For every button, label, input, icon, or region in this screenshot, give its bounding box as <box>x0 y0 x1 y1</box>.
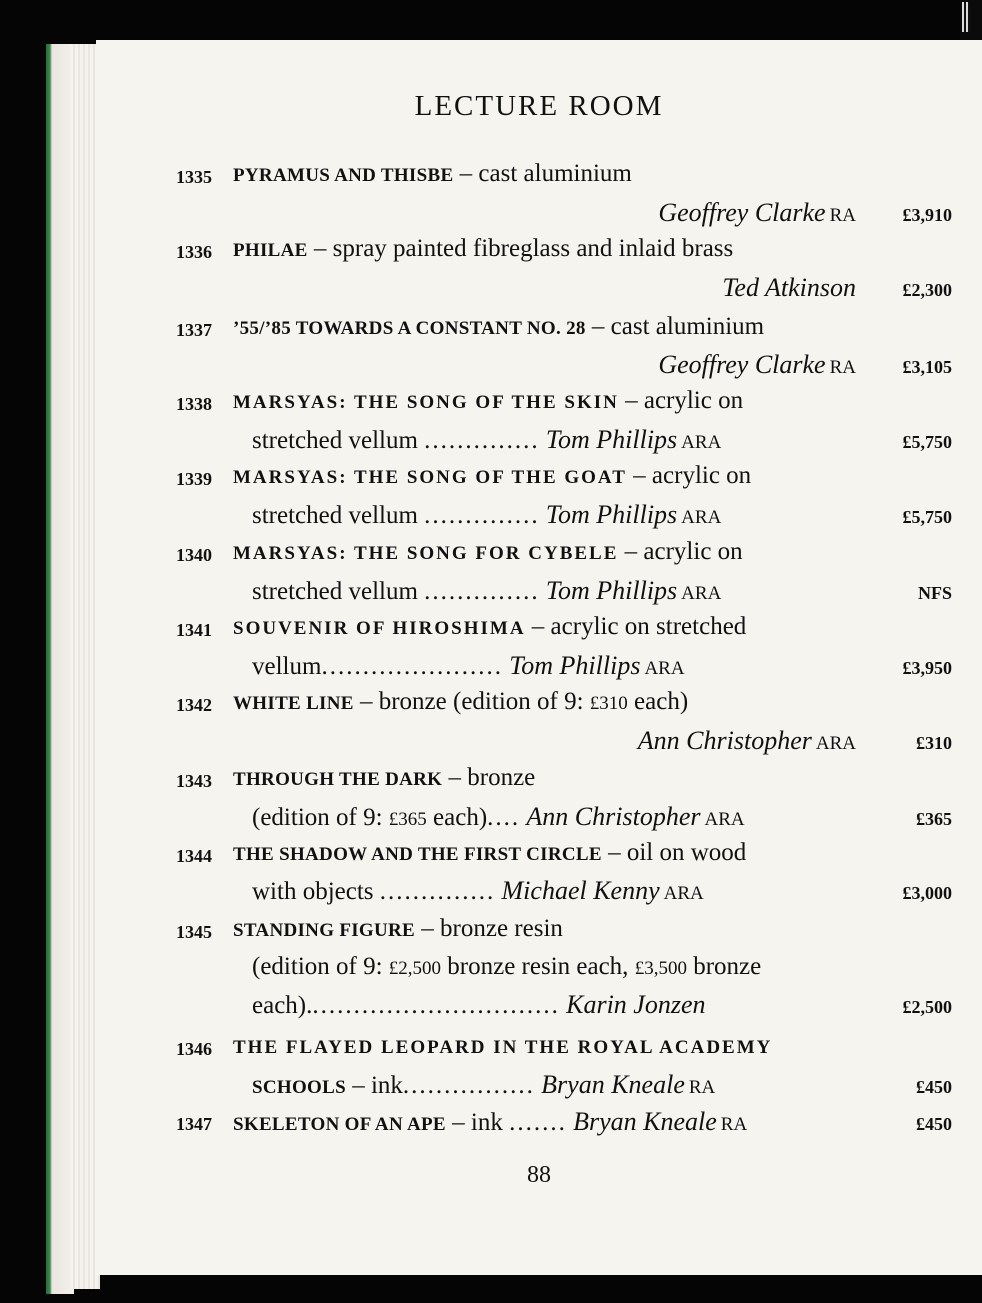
entry-title-cont: SCHOOLS <box>252 1077 346 1098</box>
entry-medium: – acrylic on <box>626 462 752 489</box>
entry-1343 <box>96 764 982 802</box>
entry-suffix: ARA <box>815 733 856 754</box>
entry-1337 <box>96 313 982 351</box>
entry-1345 <box>96 915 982 953</box>
entry-artist: Ann Christopher <box>526 802 701 831</box>
entry-title: SKELETON OF AN APE <box>233 1114 446 1135</box>
book-page <box>96 40 982 1275</box>
leader-dots: .............. <box>424 502 540 529</box>
entry-1340-line2 <box>96 576 982 614</box>
entry-medium-cont: stretched vellum <box>252 502 418 529</box>
entry-price: £365 <box>916 809 952 829</box>
entry-title: PHILAE <box>233 240 308 261</box>
entry-price: £5,750 <box>902 507 952 527</box>
entry-1339 <box>96 462 982 500</box>
entry-title: STANDING FIGURE <box>233 920 416 941</box>
entry-suffix: ARA <box>681 432 722 453</box>
leader-dots: .............................. <box>312 992 560 1019</box>
entry-medium: – bronze (edition of 9: <box>353 688 590 715</box>
entry-1346 <box>96 1032 982 1070</box>
entry-1339-line2 <box>96 500 982 538</box>
edition-price: £310 <box>589 693 628 714</box>
entry-number: 1341 <box>176 620 212 640</box>
entry-suffix: ARA <box>681 507 722 528</box>
entry-artist: Tom Phillips <box>509 651 641 680</box>
entry-medium: – acrylic on <box>618 538 743 565</box>
entry-price: £450 <box>916 1077 952 1097</box>
entry-price: £2,500 <box>902 997 952 1017</box>
entry-1341-line2 <box>96 651 982 689</box>
scale-ruler <box>962 2 970 32</box>
entry-1341 <box>96 613 982 651</box>
entry-1342-artist-line <box>96 726 982 764</box>
leader-dots: .... <box>487 804 521 831</box>
entry-1343-line2 <box>96 802 982 840</box>
entry-number: 1344 <box>176 846 212 866</box>
entry-title: THROUGH THE DARK <box>233 769 443 790</box>
entry-title: MARSYAS: THE SONG FOR CYBELE <box>233 543 619 564</box>
entry-1345-line2 <box>96 953 982 991</box>
entry-title: MARSYAS: THE SONG OF THE GOAT <box>233 467 627 488</box>
entry-medium-cont: stretched vellum <box>252 578 418 605</box>
entry-artist: Bryan Kneale <box>573 1107 717 1136</box>
entry-number: 1345 <box>176 922 212 942</box>
entry-medium: – acrylic on <box>618 387 744 414</box>
entry-medium: – oil on wood <box>601 839 747 866</box>
entry-1340 <box>96 538 982 576</box>
entry-price: £3,950 <box>902 658 952 678</box>
entry-price: NFS <box>917 583 952 603</box>
page-header: LECTURE ROOM <box>414 90 664 122</box>
page-number: 88 <box>527 1162 551 1188</box>
entry-artist: Tom Phillips <box>545 425 678 454</box>
entry-medium-end: each). <box>252 992 313 1019</box>
entry-number: 1335 <box>176 167 212 187</box>
entry-1344 <box>96 839 982 877</box>
entry-artist: Geoffrey Clarke <box>658 198 826 227</box>
entry-title: ’55/’85 TOWARDS A CONSTANT NO. 28 <box>233 318 586 339</box>
entry-medium: – ink <box>445 1109 503 1136</box>
entry-price: £310 <box>916 733 952 753</box>
entry-1337-artist-line <box>96 350 982 388</box>
entry-medium-cont: (edition of 9: <box>252 953 389 980</box>
entry-price: £450 <box>916 1114 952 1134</box>
entry-suffix: ARA <box>644 658 685 679</box>
entry-medium: – spray painted fibreglass and inlaid brass <box>307 235 734 262</box>
entry-artist: Bryan Kneale <box>541 1070 685 1099</box>
leader-dots: .............. <box>424 427 540 454</box>
entry-title: THE SHADOW AND THE FIRST CIRCLE <box>233 844 602 865</box>
entry-suffix: RA <box>829 357 856 378</box>
entry-medium-cont: (edition of 9: <box>252 804 389 831</box>
entry-price: £2,300 <box>902 280 952 300</box>
entry-price: £3,000 <box>902 883 952 903</box>
entry-number: 1340 <box>176 545 212 565</box>
entry-1345-line3 <box>96 990 982 1028</box>
edition-price: £365 <box>388 809 427 830</box>
entry-suffix: ARA <box>704 809 745 830</box>
entry-artist: Ted Atkinson <box>722 273 856 302</box>
entry-medium-cont: bronze <box>686 953 762 980</box>
entry-medium: – cast aluminium <box>585 313 765 340</box>
entry-medium-cont: vellum <box>252 653 322 680</box>
leader-dots: .............. <box>379 878 496 905</box>
entry-title: PYRAMUS AND THISBE <box>233 165 454 186</box>
entry-suffix: RA <box>688 1077 716 1098</box>
entry-number: 1338 <box>176 394 212 414</box>
entry-1335 <box>96 160 982 198</box>
entry-title: SOUVENIR OF HIROSHIMA <box>233 618 526 639</box>
entry-1342 <box>96 688 982 726</box>
leader-dots: ...................... <box>321 653 503 680</box>
entry-medium-cont: bronze resin each, <box>441 953 635 980</box>
entry-number: 1337 <box>176 320 212 340</box>
entry-number: 1339 <box>176 469 212 489</box>
entry-price: £3,105 <box>902 357 952 377</box>
entry-1338-line2 <box>96 425 982 463</box>
entry-price: £3,910 <box>902 205 952 225</box>
leader-dots: .............. <box>424 578 540 605</box>
entry-number: 1346 <box>176 1039 212 1059</box>
entry-suffix: RA <box>829 205 856 226</box>
leader-dots: ....... <box>509 1109 567 1136</box>
entry-1347 <box>96 1107 982 1145</box>
entry-title: WHITE LINE <box>233 693 354 714</box>
entry-medium: – bronze <box>442 764 536 791</box>
entry-medium-cont: with objects <box>252 878 374 905</box>
entry-number: 1343 <box>176 771 212 791</box>
edition-price: £3,500 <box>634 958 687 979</box>
entry-artist: Geoffrey Clarke <box>658 350 826 379</box>
entry-medium-cont: stretched vellum <box>252 427 418 454</box>
entry-number: 1347 <box>176 1114 212 1134</box>
catalogue-list <box>96 40 982 1140</box>
entry-1344-line2 <box>96 876 982 914</box>
entry-artist: Ann Christopher <box>637 726 812 755</box>
entry-medium: – acrylic on stretched <box>525 613 747 640</box>
entry-suffix: ARA <box>681 583 722 604</box>
entry-suffix: RA <box>720 1114 748 1135</box>
entry-number: 1336 <box>176 242 212 262</box>
entry-1336 <box>96 235 982 273</box>
entry-title: MARSYAS: THE SONG OF THE SKIN <box>233 392 619 413</box>
entry-artist: Tom Phillips <box>545 576 678 605</box>
entry-1338 <box>96 387 982 425</box>
entry-price: £5,750 <box>902 432 952 452</box>
entry-number: 1342 <box>176 695 212 715</box>
entry-artist: Michael Kenny <box>501 876 660 905</box>
leader-dots: ................ <box>402 1072 535 1099</box>
entry-title: THE FLAYED LEOPARD IN THE ROYAL ACADEMY <box>233 1037 773 1058</box>
entry-medium: – bronze resin <box>415 915 563 942</box>
entry-medium: – ink <box>345 1072 403 1099</box>
entry-1336-artist-line <box>96 273 982 311</box>
edition-price: £2,500 <box>388 958 442 979</box>
entry-suffix: ARA <box>663 883 704 904</box>
entry-1335-artist-line <box>96 198 982 236</box>
entry-medium-end: each) <box>627 688 689 715</box>
entry-artist: Karin Jonzen <box>566 990 706 1019</box>
entry-artist: Tom Phillips <box>545 500 678 529</box>
entry-medium-end: each) <box>426 804 488 831</box>
entry-1346-line2 <box>96 1070 982 1108</box>
entry-medium: – cast aluminium <box>453 160 632 187</box>
